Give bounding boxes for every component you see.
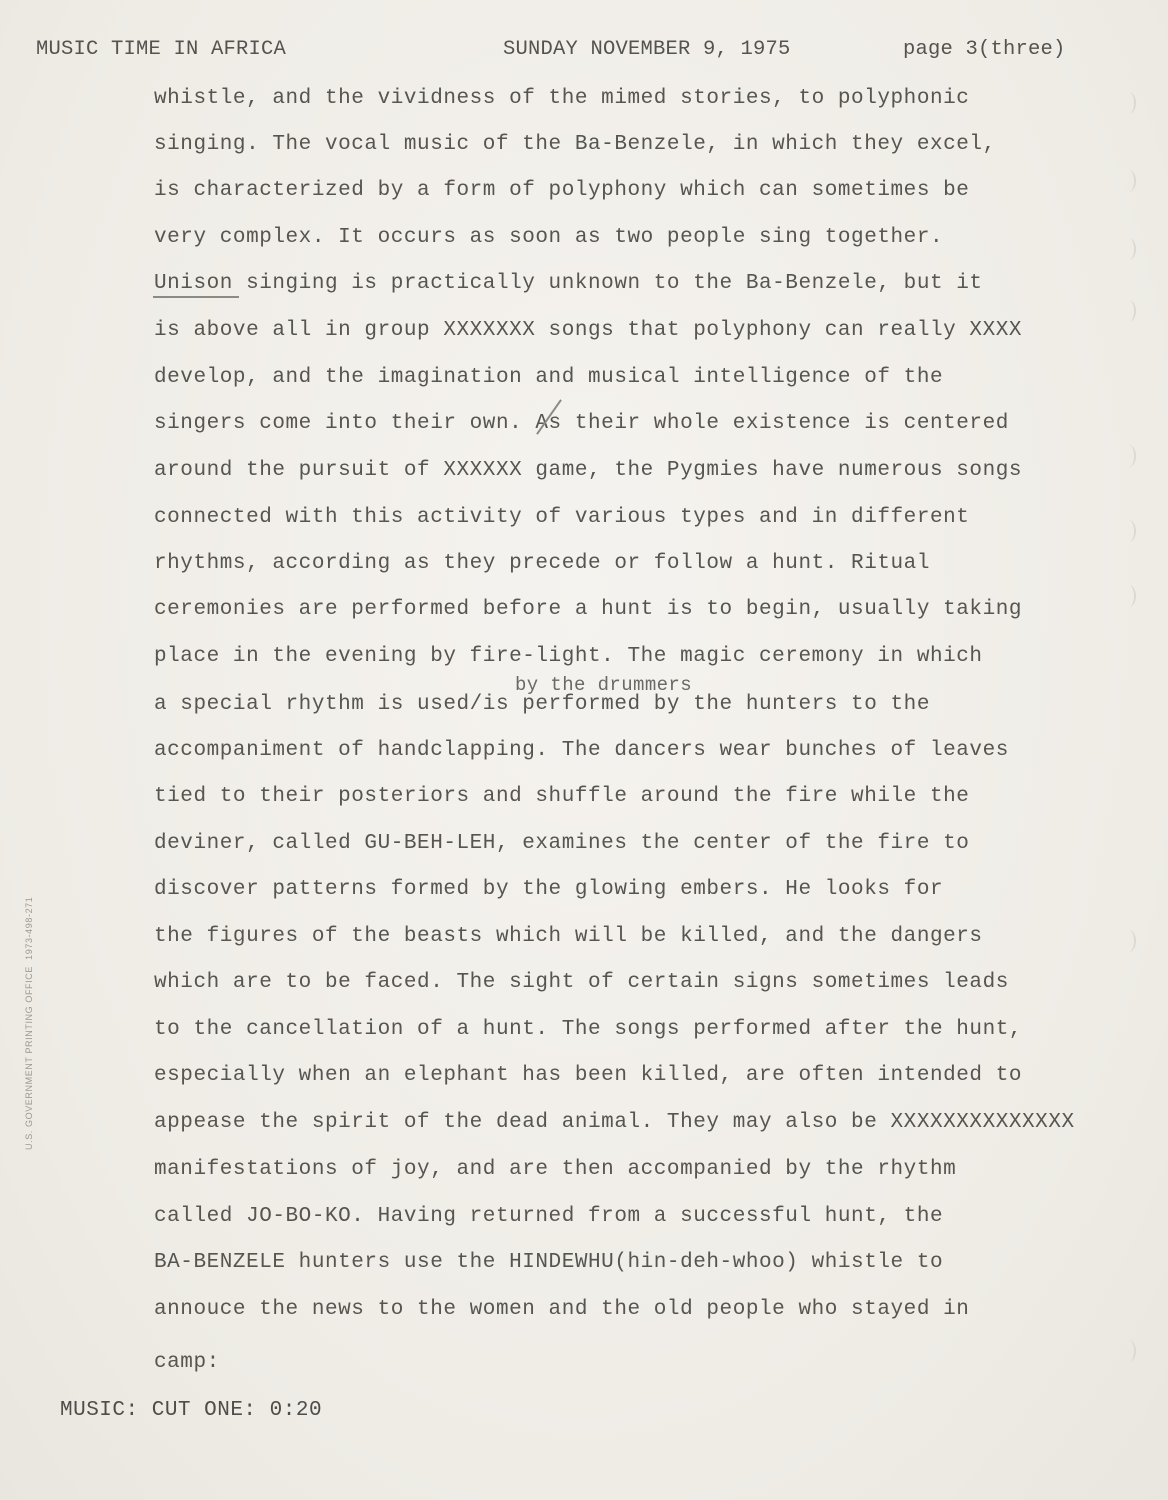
punch-hole-mark	[1122, 445, 1136, 467]
body-line: manifestations of joy, and are then accompanied by the rhythm	[154, 1158, 957, 1181]
body-line: BA-BENZELE hunters use the HINDEWHU(hin-deh-whoo) whistle to	[154, 1251, 944, 1274]
body-line: appease the spirit of the dead animal. They may also be XXXXXXXXXXXXXX	[154, 1111, 1075, 1134]
punch-hole-mark	[1122, 238, 1136, 260]
body-line: connected with this activity of various types and in different	[154, 506, 970, 529]
body-line: singers come into their own. As their whole existence is centered	[154, 412, 1009, 435]
broadcast-date: SUNDAY NOVEMBER 9, 1975	[503, 38, 791, 61]
body-line: discover patterns formed by the glowing embers. He looks for	[154, 878, 944, 901]
body-line: especially when an elephant has been killed, are often intended to	[154, 1064, 1023, 1087]
body-line: singing. The vocal music of the Ba-Benzele, in which they excel,	[154, 133, 996, 156]
punch-hole-mark	[1122, 170, 1136, 192]
punch-hole-mark	[1122, 585, 1136, 607]
body-line: annouce the news to the women and the old people who stayed in	[154, 1298, 970, 1321]
body-line: camp:	[154, 1351, 220, 1374]
underline-mark	[153, 296, 239, 298]
music-cue: MUSIC: CUT ONE: 0:20	[60, 1399, 323, 1422]
program-title: MUSIC TIME IN AFRICA	[36, 38, 287, 61]
punch-hole-mark	[1122, 300, 1136, 322]
body-line: tied to their posteriors and shuffle around the fire while the	[154, 785, 970, 808]
body-line: develop, and the imagination and musical intelligence of the	[154, 366, 944, 389]
punch-hole-mark	[1122, 1340, 1136, 1362]
page-header	[0, 38, 1168, 68]
body-line: called JO-BO-KO. Having returned from a successful hunt, the	[154, 1205, 944, 1228]
body-line: place in the evening by fire-light. The magic ceremony in which	[154, 645, 983, 668]
body-line: around the pursuit of XXXXXX game, the Pygmies have numerous songs	[154, 459, 1023, 482]
body-line: very complex. It occurs as soon as two people sing together.	[154, 226, 944, 249]
body-line: Unison singing is practically unknown to the Ba-Benzele, but it	[154, 272, 983, 295]
body-line: to the cancellation of a hunt. The songs performed after the hunt,	[154, 1018, 1023, 1041]
body-line: ceremonies are performed before a hunt is to begin, usually taking	[154, 598, 1023, 621]
body-line: accompaniment of handclapping. The dancers wear bunches of leaves	[154, 739, 1009, 762]
body-line: is characterized by a form of polyphony which can sometimes be	[154, 179, 970, 202]
interlinear-insert: by the drummers	[515, 674, 693, 696]
page-number: page 3(three)	[903, 38, 1066, 61]
body-line: is above all in group XXXXXXX songs that polyphony can really XXXX	[154, 319, 1023, 342]
punch-hole-mark	[1122, 92, 1136, 114]
body-line: the figures of the beasts which will be killed, and the dangers	[154, 925, 983, 948]
body-line: deviner, called GU-BEH-LEH, examines the center of the fire to	[154, 832, 970, 855]
body-line: rhythms, according as they precede or follow a hunt. Ritual	[154, 552, 930, 575]
body-line: which are to be faced. The sight of certain signs sometimes leads	[154, 971, 1009, 994]
punch-hole-mark	[1122, 520, 1136, 542]
body-line: whistle, and the vividness of the mimed stories, to polyphonic	[154, 87, 970, 110]
body-line: a special rhythm is used/is performed by the hunters to the	[154, 693, 930, 716]
printing-office-stamp: U.S. GOVERNMENT PRINTING OFFICE 1973-498-271	[24, 896, 34, 1150]
punch-hole-mark	[1122, 930, 1136, 952]
